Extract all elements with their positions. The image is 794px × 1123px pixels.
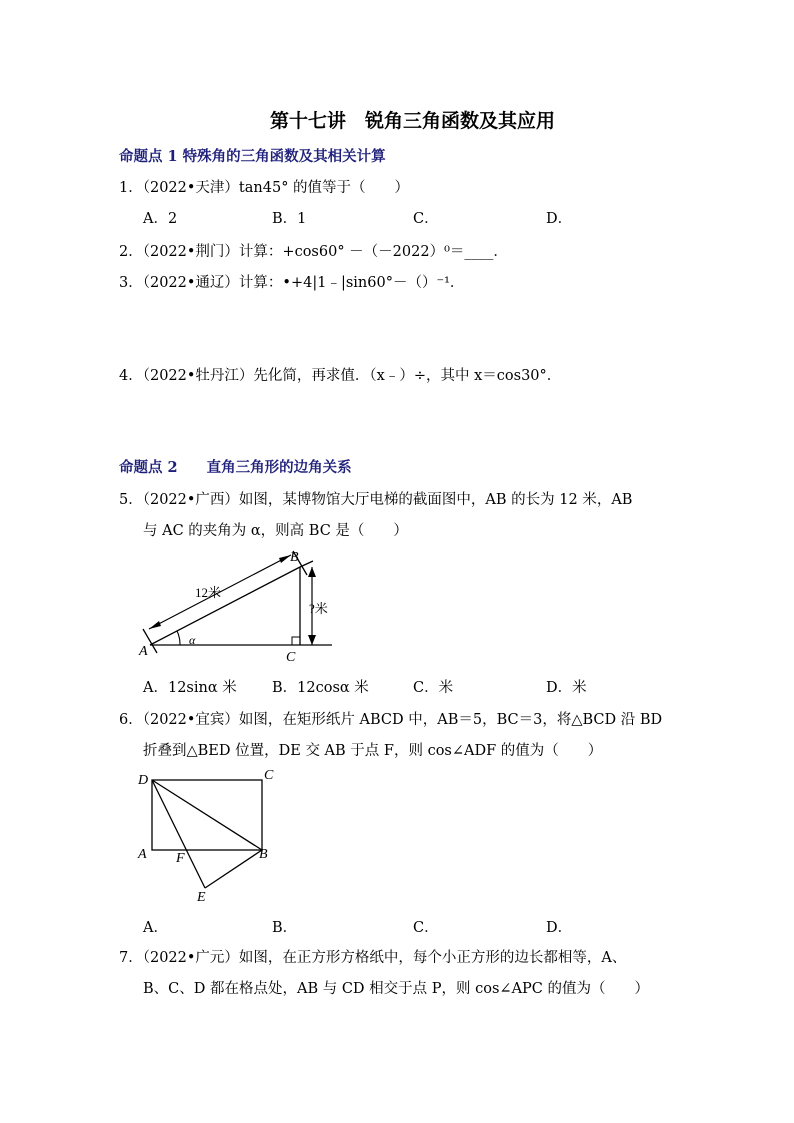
question-1-option-b: B．1 [272,211,307,227]
escalator-figure [135,545,345,665]
question-2-stem: 2．（2022•荆门）计算：+cos60° －（－2022）⁰＝____． [119,244,508,260]
figure-label-c: C [286,650,296,665]
question-6-option-c: C． [413,920,439,936]
question-5-option-b: B．12cosα 米 [272,680,369,696]
figure-label-f: F [176,851,185,866]
question-5-line-1: 5．（2022•广西）如图，某博物馆大厅电梯的截面图中，AB 的长为 12 米，AB [119,492,633,508]
page-title: 第十七讲 锐角三角函数及其应用 [270,110,556,132]
section-heading-1: 命题点 1 特殊角的三角函数及其相关计算 [119,148,386,165]
figure-angle-label: α [189,633,196,647]
question-6-line-1: 6．（2022•宜宾）如图，在矩形纸片 ABCD 中，AB＝5，BC＝3，将△BCD 沿 BD [119,712,663,728]
question-1-stem: 1．（2022•天津）tan45° 的值等于（ ） [119,180,410,196]
question-5-option-c: C．米 [413,680,454,696]
question-5-line-2: 与 AC 的夹角为 α，则高 BC 是（ ） [143,523,408,539]
question-1-option-d: D． [546,211,573,227]
figure-label-d: D [138,773,149,788]
figure-label-b: B [290,550,299,565]
rectangle-fold-figure [135,763,285,908]
question-4-stem: 4．（2022•牡丹江）先化简，再求值．（x﹣）÷，其中 x＝cos30°． [119,368,562,384]
question-1-option-a: A．2 [143,211,178,227]
figure-height-label: ?米 [309,601,328,616]
question-5-option-d: D．米 [546,680,587,696]
question-6-option-b: B． [272,920,298,936]
figure-label-e: E [197,890,206,905]
question-7-line-2: B、C、D 都在格点处，AB 与 CD 相交于点 P，则 cos∠APC 的值为（ ） [143,981,650,997]
figure-length-label: 12米 [195,585,222,600]
figure-label-c: C [264,768,274,783]
question-6-option-d: D． [546,920,573,936]
question-6-line-2: 折叠到△BED 位置，DE 交 AB 于点 F，则 cos∠ADF 的值为（ ） [143,743,603,759]
section-heading-2: 命题点 2 直角三角形的边角关系 [119,459,352,476]
question-5-option-a: A．12sinα 米 [143,680,237,696]
question-7-line-1: 7．（2022•广元）如图，在正方形方格纸中，每个小正方形的边长都相等，A、 [119,950,627,966]
question-3-stem: 3．（2022•通辽）计算：•+4|1﹣|sin60°－（）⁻¹． [119,275,465,291]
question-6-option-a: A． [143,920,168,936]
figure-label-a: A [138,847,147,862]
question-1-option-c: C． [413,211,439,227]
figure-label-b: B [259,847,268,862]
figure-label-a: A [139,644,148,659]
